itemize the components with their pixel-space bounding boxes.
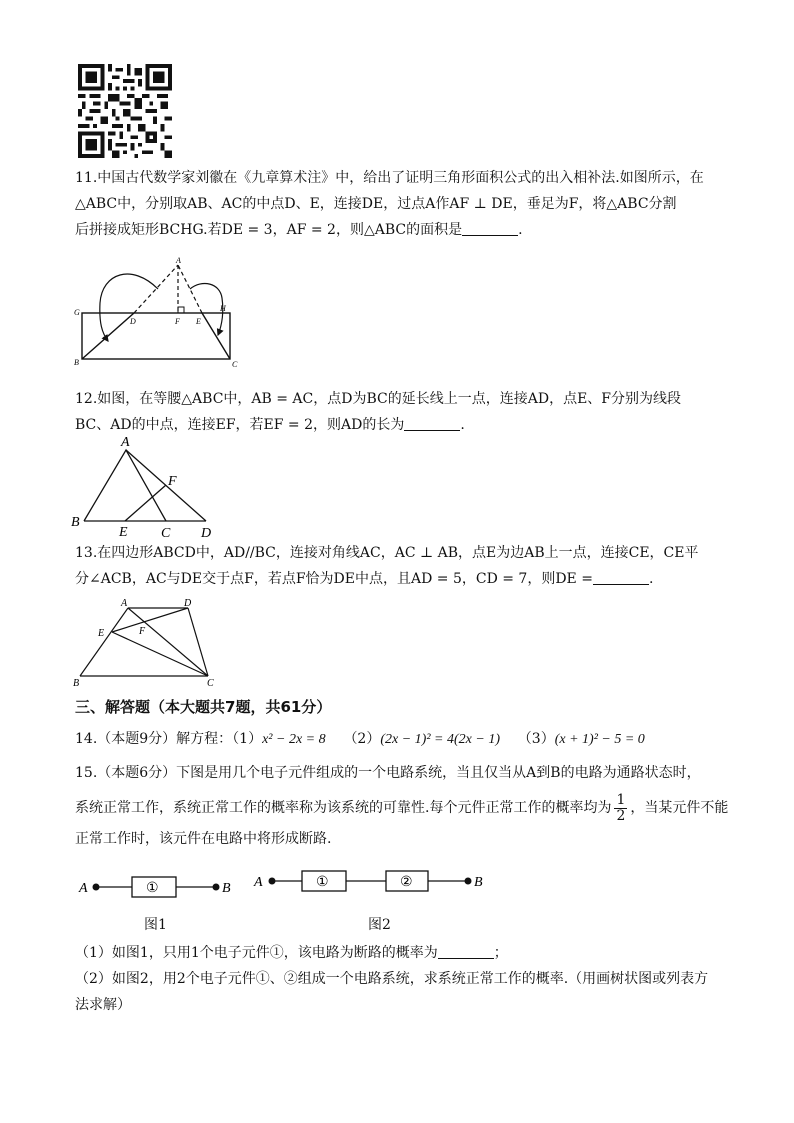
q15-line3: 正常工作时，该元件在电路中将形成断路. (75, 831, 332, 847)
q15-sub2-line2: 法求解） (75, 997, 131, 1013)
q14-p2-label: （2） (343, 731, 381, 747)
q12-label-e: E (119, 525, 128, 540)
section-heading: 三、解答题（本大题共7题，共61分） (75, 698, 332, 716)
circuit-figure-2 (250, 866, 500, 896)
q11-label-g: G (74, 308, 80, 317)
q15-sub1-end: ； (493, 945, 508, 961)
q15-line2a: 系统正常工作，系统正常工作的概率称为该系统的可靠性.每个元件正常工作的概率均为 (75, 800, 612, 816)
q12-label-c: C (161, 526, 171, 541)
q15-sub1 (75, 940, 725, 966)
circuit-figure-1 (76, 872, 246, 902)
qr-code (76, 64, 174, 158)
q13-line2-text: 分∠ACB，AC与DE交于点F，若点F恰为DE中点，且AD = 5，CD = 7，则DE = (75, 571, 593, 587)
q11-label-e: E (196, 317, 201, 326)
q12-label-f: F (168, 474, 177, 489)
q11-figure (72, 253, 242, 369)
q15-sub1-answer-blank[interactable] (438, 942, 494, 959)
circuit-caption-2: 图2 (368, 917, 391, 933)
q11-label-a: A (176, 256, 181, 265)
q14-p3-label: （3） (517, 731, 555, 747)
circuit-caption-1: 图1 (144, 917, 167, 933)
circuit2-element-1: ① (316, 875, 329, 890)
q12-end: . (460, 417, 465, 433)
q11-line1: 11.中国古代数学家刘徽在《九章算术注》中，给出了证明三角形面积公式的出入相补法.如图所示，在 (75, 170, 704, 186)
q15-line2 (75, 790, 729, 826)
q13-figure (70, 594, 220, 688)
q11-line2: △ABC中，分别取AB、AC的中点D、E，连接DE，过点A作AF ⊥ DE，垂足为F，将△ABC分割 (75, 196, 677, 212)
q13-label-f: F (139, 626, 146, 637)
q15-frac-den: 2 (616, 807, 626, 824)
circuit1-label-a: A (79, 881, 88, 896)
q13-line1: 13.在四边形ABCD中，AD//BC，连接对角线AC，AC ⊥ AB，点E为边AB上一点，连接CE，CE平 (75, 545, 699, 561)
circuit2-label-a: A (254, 875, 263, 890)
q14-prefix: 14.（本题9分）解方程： (75, 731, 233, 747)
q11-line3 (75, 217, 725, 243)
q13-answer-blank[interactable] (593, 568, 649, 585)
q14-p1-label: （1） (232, 731, 263, 747)
q12-label-b: B (71, 515, 80, 530)
q13-line2 (75, 566, 725, 592)
q11-label-d: D (130, 317, 136, 326)
q11-label-f: F (175, 317, 180, 326)
q11-label-h: H (220, 304, 226, 313)
q12-figure (70, 433, 220, 541)
q12-line2-text: BC、AD的中点，连接EF，若EF = 2，则AD的长为 (75, 417, 405, 433)
q14-p3: (x + 1)² − 5 = 0 (554, 732, 645, 747)
q15-line2b: ，当某元件不能 (630, 800, 729, 816)
q13-label-b: B (73, 678, 80, 688)
circuit1-label-b: B (222, 881, 231, 896)
q15-sub2-line1: （2）如图2，用2个电子元件①、②组成一个电路系统，求系统正常工作的概率.（用画树状图或列表方 (75, 971, 709, 987)
circuit2-element-2: ② (400, 875, 413, 890)
q12-line1: 12.如图，在等腰△ABC中，AB = AC，点D为BC的延长线上一点，连接AD，点E、F分别为线段 (75, 391, 682, 407)
q13-label-a: A (121, 598, 128, 609)
q14-p2: (2x − 1)² = 4(2x − 1) (380, 732, 500, 747)
q15-fraction (614, 793, 627, 824)
q14-line (75, 726, 725, 753)
q14-p1: x² − 2x = 8 (262, 732, 326, 747)
q15-line1: 15.（本题6分）下图是用几个电子元件组成的一个电路系统，当且仅当从A到B的电路为通路状态时， (75, 765, 701, 781)
q13-label-c: C (207, 678, 214, 688)
circuit1-element-1: ① (146, 881, 159, 896)
q13-label-e: E (98, 628, 105, 639)
q11-line3-text: 后拼接成矩形BCHG.若DE = 3，AF = 2，则△ABC的面积是 (75, 222, 463, 238)
circuit2-label-b: B (474, 875, 483, 890)
q11-answer-blank[interactable] (462, 219, 518, 236)
q11-label-c: C (232, 360, 238, 369)
q13-label-d: D (184, 598, 192, 609)
q11-label-b: B (74, 358, 79, 367)
q15-sub1-text: （1）如图1，只用1个电子元件①，该电路为断路的概率为 (75, 945, 438, 961)
q15-frac-num: 1 (616, 791, 626, 808)
q11-end: . (518, 222, 523, 238)
q12-label-a: A (121, 435, 130, 450)
q13-end: . (648, 571, 654, 587)
q12-answer-blank[interactable] (404, 414, 460, 431)
q12-label-d: D (201, 526, 212, 541)
